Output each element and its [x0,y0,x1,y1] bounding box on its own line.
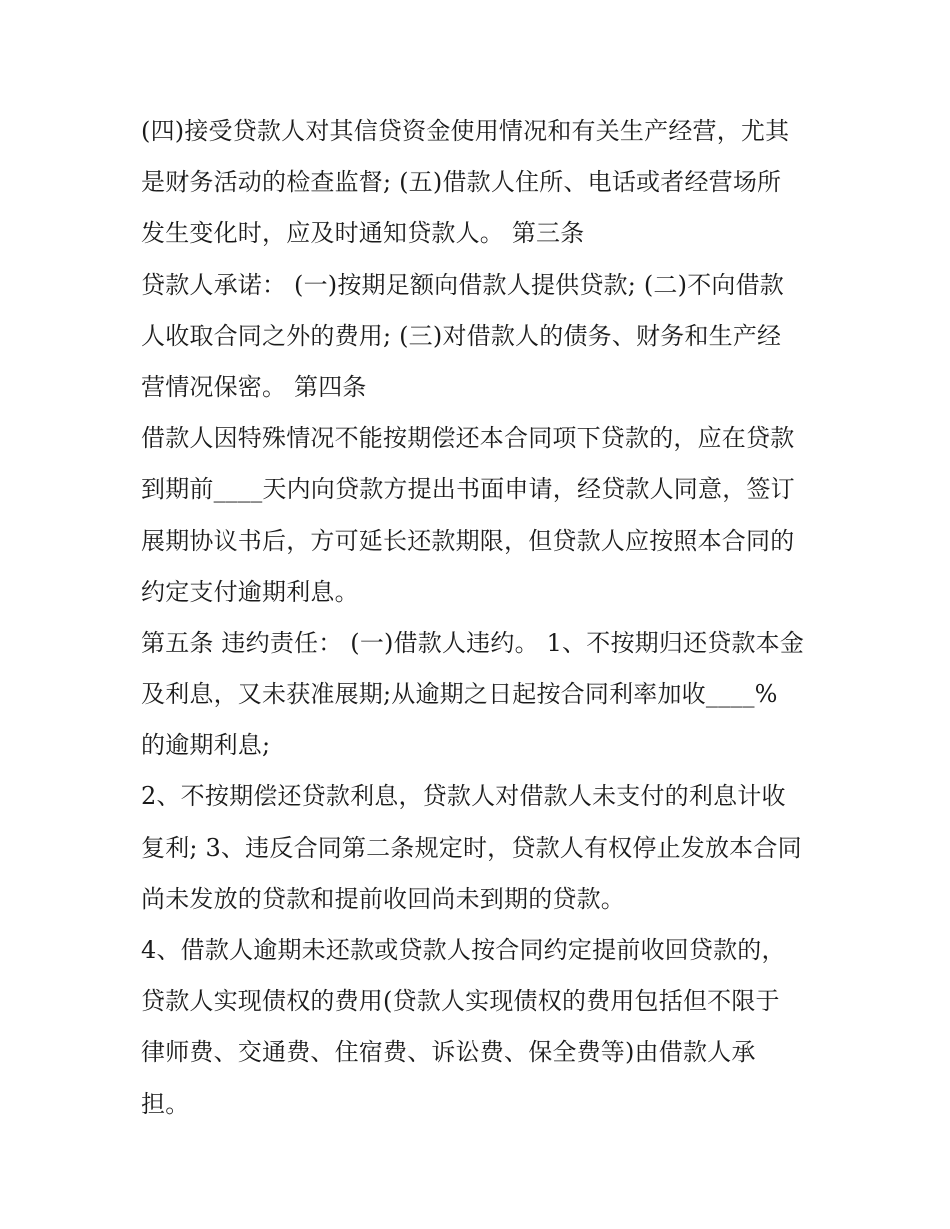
text-line: 2、不按期偿还贷款利息，贷款人对借款人未支付的利息计收 [141,782,786,811]
text-line: 的逾期利息; [141,731,271,760]
document-body [141,106,821,1130]
text-line: 第五条 违约责任： (一)借款人违约。 1、不按期归还贷款本金 [141,628,805,657]
text-line: 律师费、交通费、住宿费、诉讼费、保全费等)由借款人承 [141,1038,756,1067]
text-line: 贷款人实现债权的费用(贷款人实现债权的费用包括但不限于 [141,987,780,1016]
text-line: 担。 [141,1089,190,1118]
text-line: 约定支付逾期利息。 [141,577,359,606]
text-line: 营情况保密。 第四条 [141,372,367,401]
text-line: 4、借款人逾期未还款或贷款人按合同约定提前收回贷款的， [141,936,786,964]
text-line: 人收取合同之外的费用; (三)对借款人的债务、财务和生产经 [141,321,782,350]
text-line: 复利; 3、违反合同第二条规定时，贷款人有权停止发放本合同 [141,833,802,862]
text-line: 借款人因特殊情况不能按期偿还本合同项下贷款的，应在贷款 [141,424,795,453]
text-line: 发生变化时，应及时通知贷款人。 第三条 [141,219,585,248]
text-line: 及利息，又未获准展期;从逾期之日起按合同利率加收____% [141,680,778,709]
text-line: 展期协议书后，方可延长还款期限，但贷款人应按照本合同的 [141,526,795,555]
text-line: 尚未发放的贷款和提前收回尚未到期的贷款。 [141,884,625,913]
text-line: (四)接受贷款人对其信贷资金使用情况和有关生产经营，尤其 [141,117,790,145]
text-line: 是财务活动的检查监督; (五)借款人住所、电话或者经营场所 [141,168,782,197]
text-line: 到期前____天内向贷款方提出书面申请，经贷款人同意，签订 [141,475,795,504]
text-line: 贷款人承诺： (一)按期足额向借款人提供贷款; (二)不向借款 [141,270,784,299]
